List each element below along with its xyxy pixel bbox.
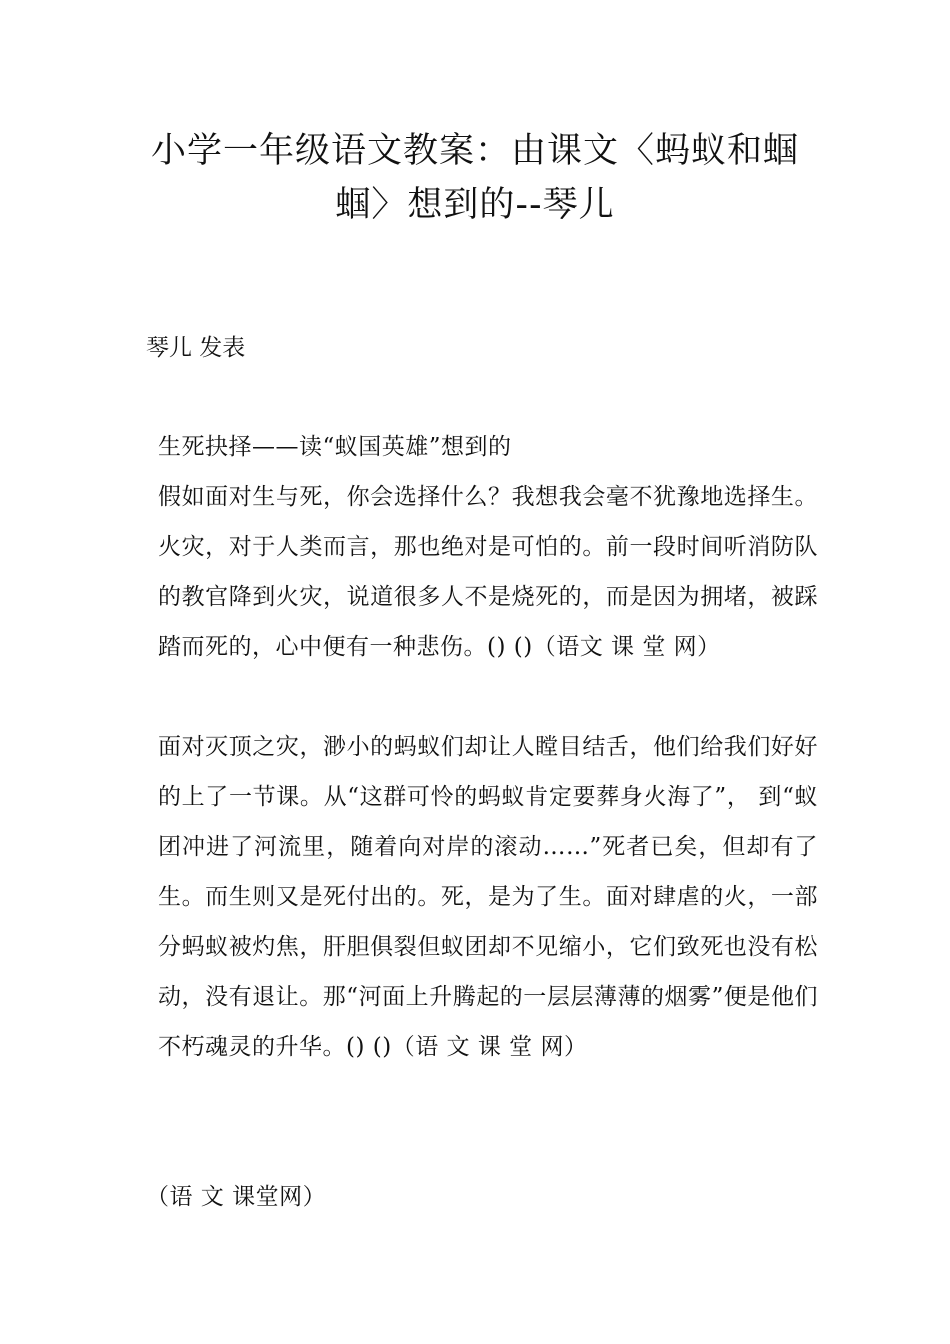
document-title: 小学一年级语文教案：由课文〈蚂蚁和蝈蝈〉想到的--琴儿 bbox=[150, 131, 799, 225]
paragraph-2: 面对灭顶之灾，渺小的蚂蚁们却让人瞠目结舌，他们给我们好好的上了一节课。从“这群可怜的蚂蚁肯定要葬身火海了”， 到“蚁团冲进了河流里，随着向对岸的滚动……”死者已矣，但却有了生。而生则又是死付出的。死，是为了生。面对肆虐的火，一部分蚂蚁被灼焦，肝胆俱裂但蚁团却不见缩小，它们致死也没有松动，没有退让。那“河面上升腾起的一层层薄薄的烟雾”便是他们不朽魂灵的升华。() ()（语 文 课 堂 网） bbox=[158, 734, 818, 1060]
paragraph-1: 假如面对生与死，你会选择什么？我想我会毫不犹豫地选择生。火灾，对于人类而言，那也绝对是可怕的。前一段时间听消防队的教官降到火灾，说道很多人不是烧死的，而是因为拥堵，被踩踏而死的，心中便有一种悲伤。() ()（语文 课 堂 网） bbox=[158, 484, 818, 660]
section-subheading: 生死抉择——读“蚁国英雄”想到的 bbox=[158, 434, 512, 460]
author-line: 琴儿 发表 bbox=[146, 335, 246, 361]
footer-note: （语 文 课堂网） bbox=[146, 1184, 327, 1210]
